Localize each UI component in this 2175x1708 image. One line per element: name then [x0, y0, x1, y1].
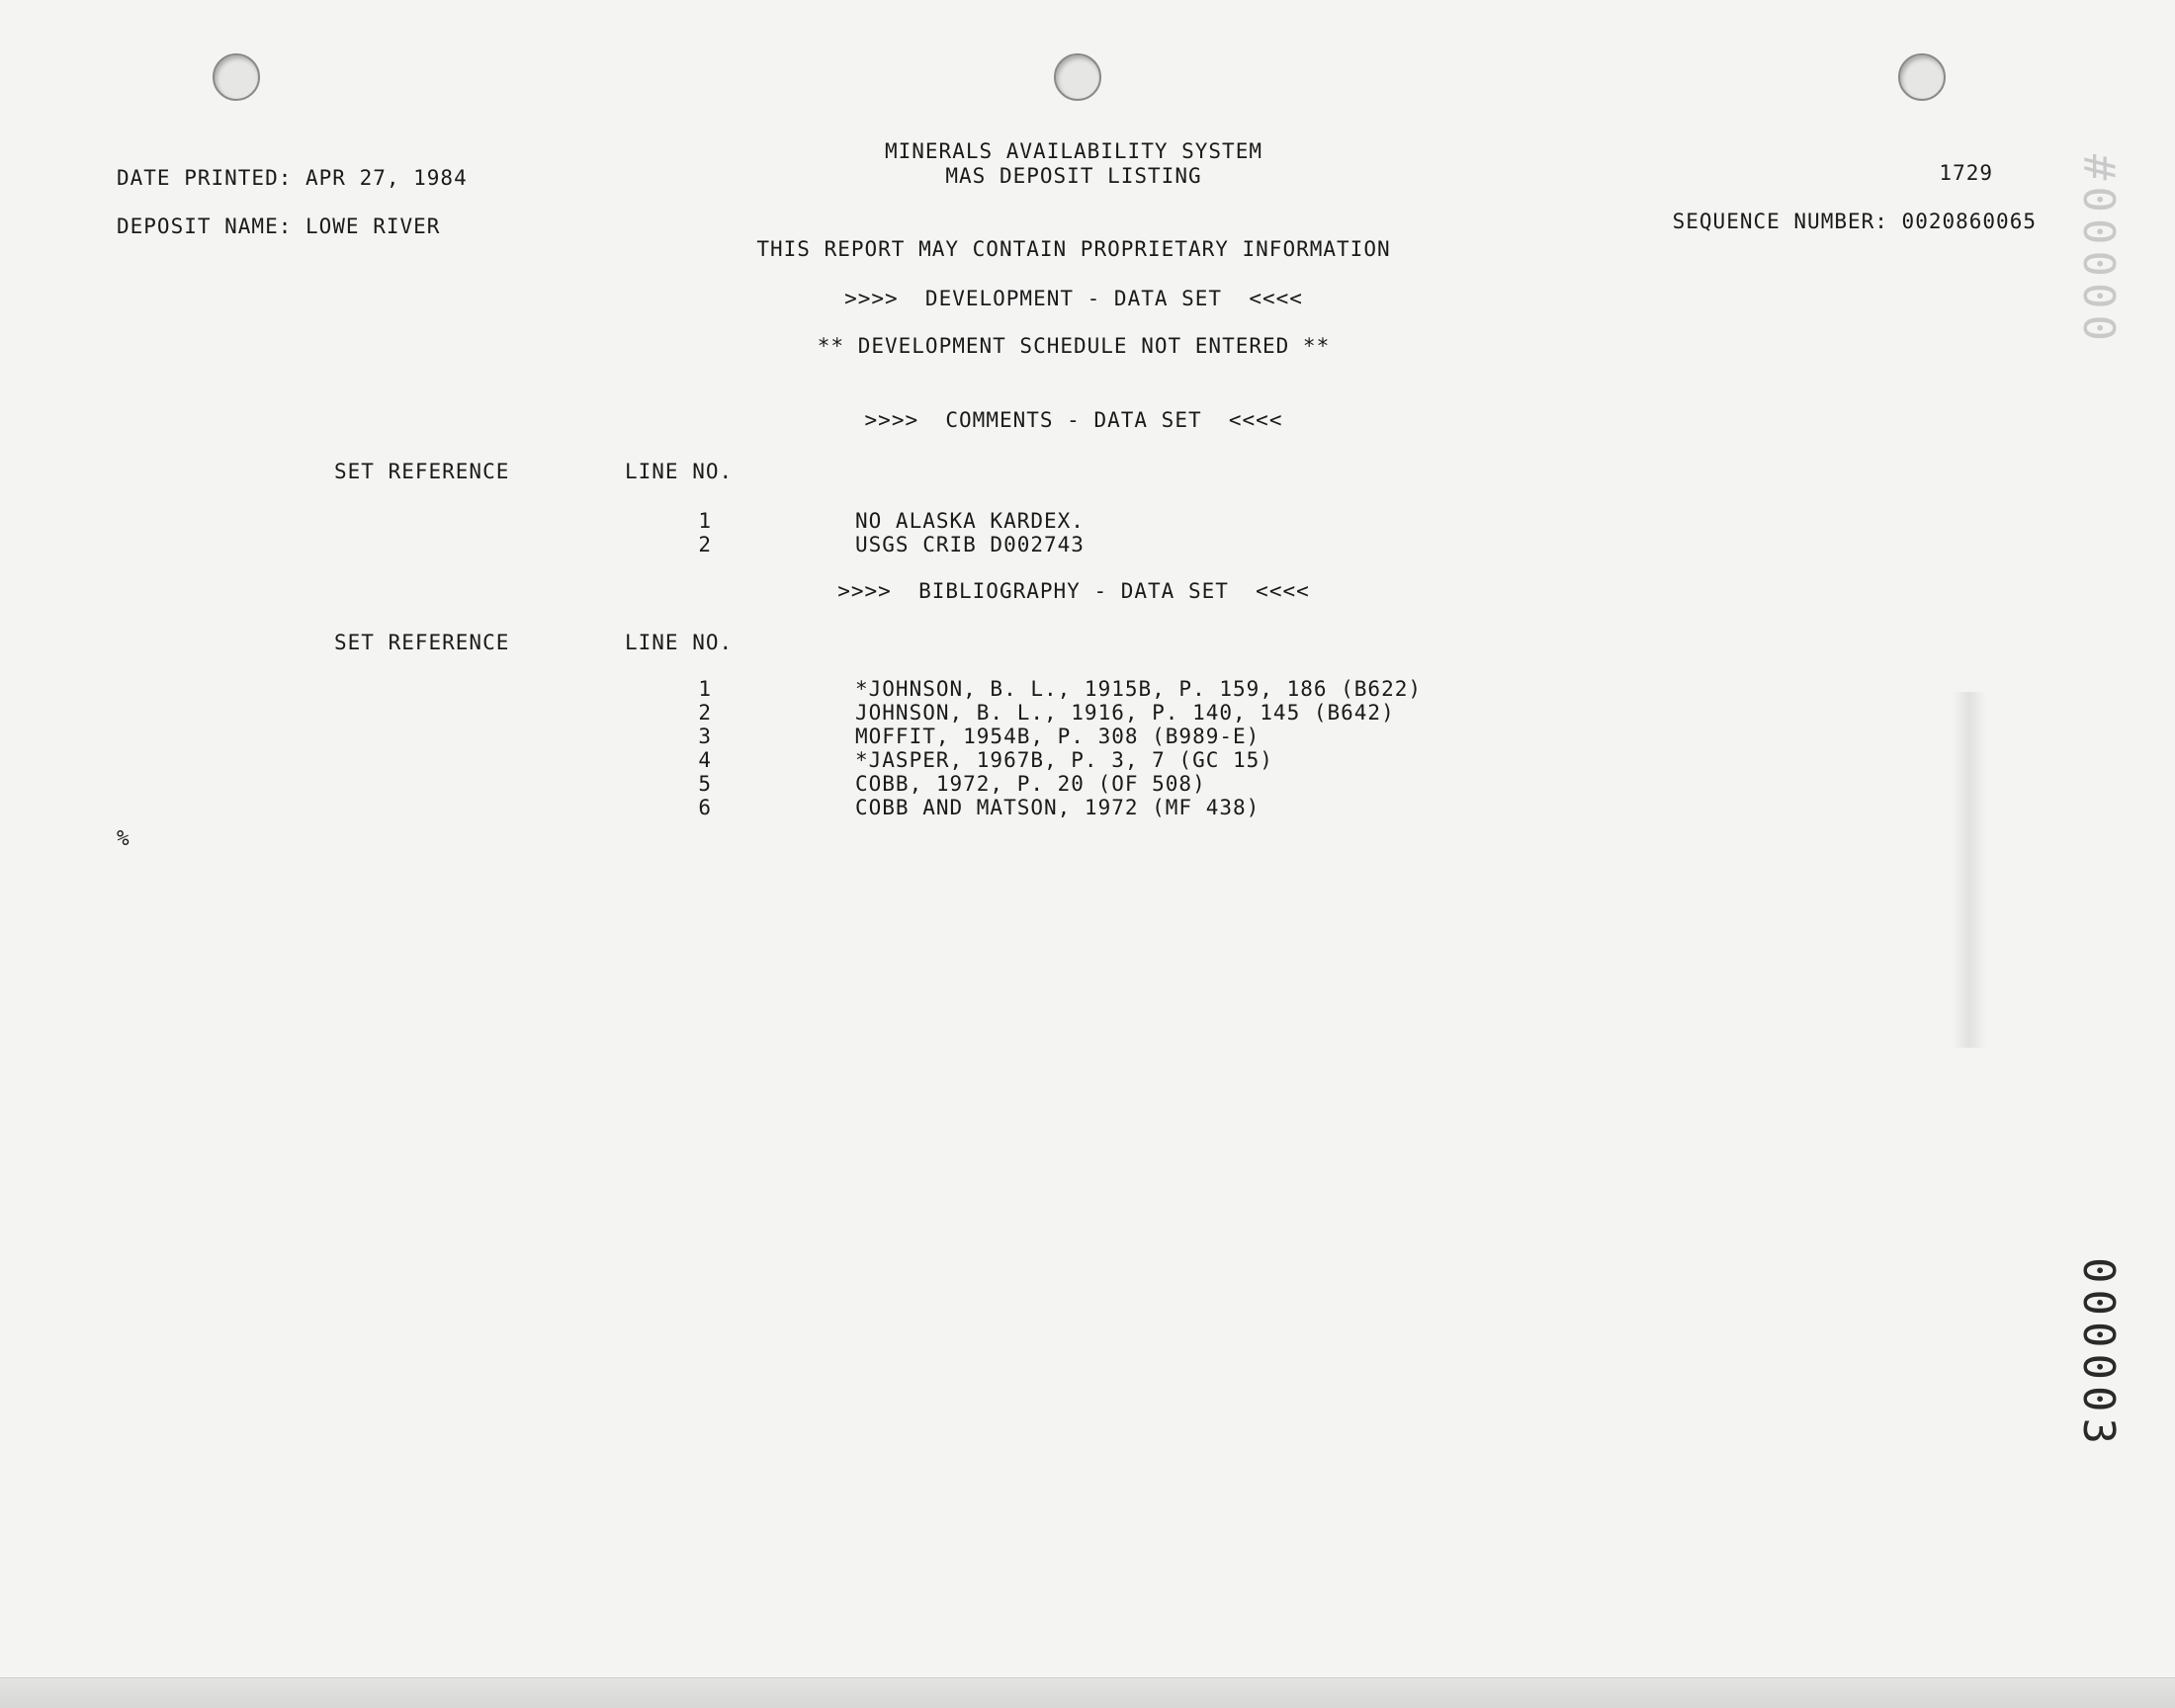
listing-title: MAS DEPOSIT LISTING [945, 164, 1202, 188]
comment-line-no: 1 [698, 509, 712, 533]
sequence-number: SEQUENCE NUMBER: 0020860065 [1672, 210, 2037, 233]
bibliography-line-no: 1 [698, 677, 712, 701]
bibliography-entry: COBB AND MATSON, 1972 (MF 438) [855, 796, 1261, 819]
bibliography-entry: *JOHNSON, B. L., 1915B, P. 159, 186 (B622) [855, 677, 1423, 701]
comments-col-line-no: LINE NO. [625, 460, 734, 483]
comment-line-no: 2 [698, 533, 712, 556]
bibliography-line-no: 3 [698, 725, 712, 748]
bibliography-entry: MOFFIT, 1954B, P. 308 (B989-E) [855, 725, 1261, 748]
page-bottom-edge [0, 1677, 2175, 1708]
bibliography-entry: JOHNSON, B. L., 1916, P. 140, 145 (B642) [855, 701, 1395, 725]
punch-hole-center [1054, 53, 1101, 101]
deposit-name: DEPOSIT NAME: LOWE RIVER [117, 214, 441, 238]
proprietary-notice: THIS REPORT MAY CONTAIN PROPRIETARY INFORMATION [756, 237, 1391, 261]
bibliography-entry: *JASPER, 1967B, P. 3, 7 (GC 15) [855, 748, 1273, 772]
punch-hole-right [1898, 53, 1946, 101]
comment-text: NO ALASKA KARDEX. [855, 509, 1085, 533]
footer-mark: % [117, 826, 130, 850]
bibliography-heading: >>>> BIBLIOGRAPHY - DATA SET <<<< [837, 579, 1310, 603]
scan-smudge [1953, 692, 1986, 1048]
bibliography-line-no: 5 [698, 772, 712, 796]
bibliography-line-no: 6 [698, 796, 712, 819]
bibliography-col-line-no: LINE NO. [625, 631, 734, 654]
bibliography-col-set-reference: SET REFERENCE [334, 631, 510, 654]
date-printed: DATE PRINTED: APR 27, 1984 [117, 166, 468, 190]
comments-col-set-reference: SET REFERENCE [334, 460, 510, 483]
comment-text: USGS CRIB D002743 [855, 533, 1085, 556]
bibliography-line-no: 2 [698, 701, 712, 725]
page-number: 1729 [1939, 161, 1993, 185]
development-heading: >>>> DEVELOPMENT - DATA SET <<<< [844, 287, 1303, 310]
bibliography-entry: COBB, 1972, P. 20 (OF 508) [855, 772, 1206, 796]
bibliography-line-no: 4 [698, 748, 712, 772]
side-stamp-bottom: 000003 [2073, 1257, 2124, 1450]
development-note: ** DEVELOPMENT SCHEDULE NOT ENTERED ** [817, 334, 1331, 358]
system-title: MINERALS AVAILABILITY SYSTEM [884, 139, 1262, 163]
side-stamp-top: #00000 [2073, 154, 2124, 347]
punch-hole-left [213, 53, 260, 101]
comments-heading: >>>> COMMENTS - DATA SET <<<< [864, 408, 1283, 432]
